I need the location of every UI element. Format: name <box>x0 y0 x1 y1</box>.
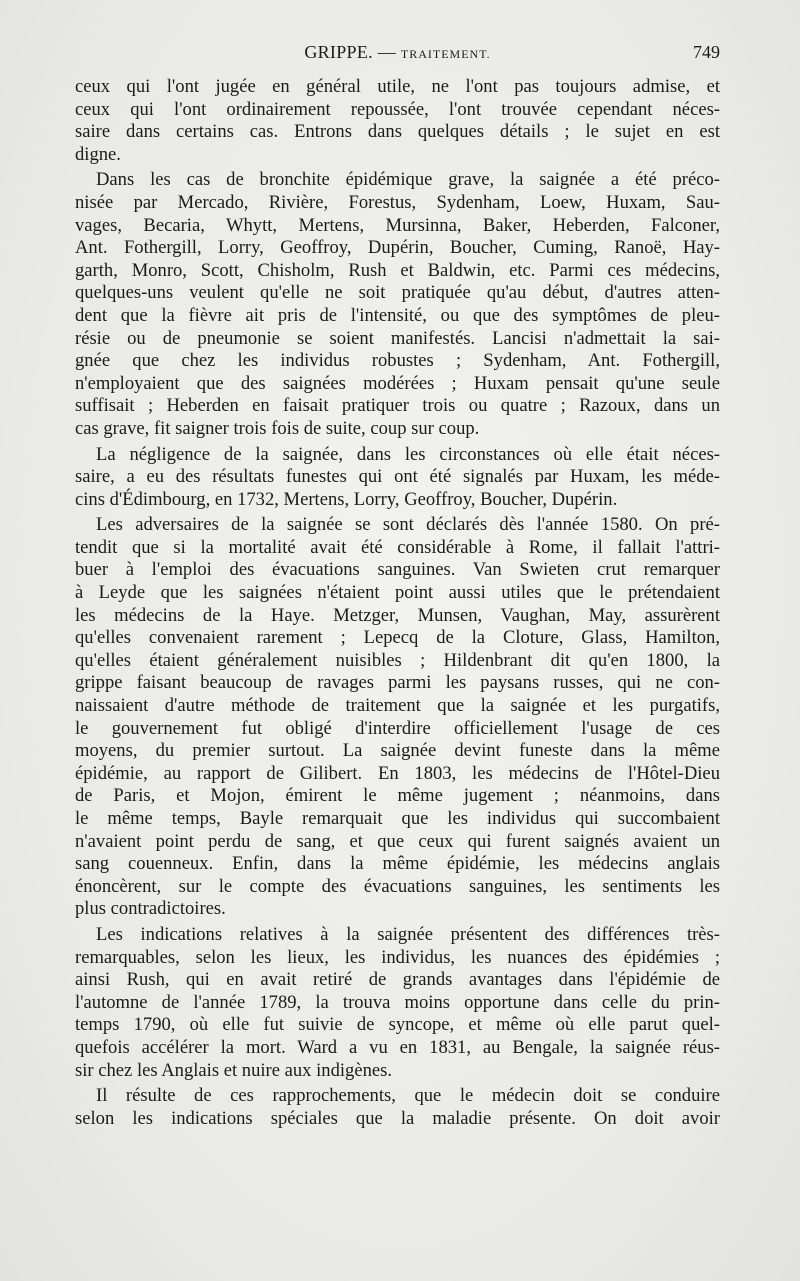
text-line: épidémie, au rapport de Gilibert. En 1803, les médecins de l'Hôtel-Dieu <box>75 762 720 784</box>
text-line: Les adversaires de la saignée se sont déclarés dès l'année 1580. On pré- <box>96 514 720 536</box>
running-title: GRIPPE. <box>304 42 373 62</box>
paragraph <box>75 514 720 921</box>
text-line: cas grave, fit saigner trois fois de suite, coup sur coup. <box>75 417 480 439</box>
body-text <box>75 76 720 1130</box>
text-line: l'automne de l'année 1789, la trouva moins opportune dans celle du prin- <box>75 991 720 1013</box>
text-line: gnée que chez les individus robustes ; Sydenham, Ant. Fothergill, <box>75 350 720 372</box>
text-line: n'avaient point perdu de sang, et que ceux qui furent saignés avaient un <box>75 830 720 852</box>
text-line: plus contradictoires. <box>75 898 226 920</box>
text-line: le gouvernement fut obligé d'interdire officiellement l'usage de ces <box>75 717 720 739</box>
text-line: buer à l'emploi des évacuations sanguines. Van Swieten crut remarquer <box>75 559 720 581</box>
text-line: n'employaient que des saignées modérées ; Huxam pensait qu'une seule <box>75 372 720 394</box>
text-line: saire dans certains cas. Entrons dans quelques détails ; le sujet en est <box>75 121 720 143</box>
section-title: TRAITEMENT. <box>400 47 491 61</box>
text-line: qu'elles étaient généralement nuisibles ; Hildenbrant dit qu'en 1800, la <box>75 649 720 671</box>
text-line: selon les indications spéciales que la maladie présente. On doit avoir <box>75 1107 720 1129</box>
text-line: énoncèrent, sur le compte des évacuations sanguines, les sentiments les <box>75 875 720 897</box>
text-line: à Leyde que les saignées n'étaient point aussi utiles que le prétendaient <box>75 582 720 604</box>
text-line: le même temps, Bayle remarquait que les individus qui succombaient <box>75 808 720 829</box>
text-line: sang couenneux. Enfin, dans la même épidémie, les médecins anglais <box>75 853 720 875</box>
text-line: Dans les cas de bronchite épidémique grave, la saignée a été préco- <box>96 169 720 191</box>
page-header <box>75 42 720 70</box>
text-line: naissaient d'autre méthode de traitement que la saignée et les purgatifs, <box>75 695 720 717</box>
text-line: Les indications relatives à la saignée présentent des différences très- <box>96 923 720 945</box>
text-line: tendit que si la mortalité avait été considérable à Rome, il fallait l'attri- <box>75 536 720 558</box>
text-line: grippe faisant beaucoup de ravages parmi les paysans russes, qui ne con- <box>75 672 720 694</box>
text-line: résie ou de pneumonie se soient manifestés. Lancisi n'admettait la sai- <box>75 327 720 349</box>
text-line: saire, a eu des résultats funestes qui ont été signalés par Huxam, les méde- <box>75 466 720 488</box>
paragraph <box>75 76 720 166</box>
text-line: nisée par Mercado, Rivière, Forestus, Sydenham, Loew, Huxam, Sau- <box>75 191 720 213</box>
text-line: La négligence de la saignée, dans les circonstances où elle était néces- <box>96 443 720 465</box>
text-line: cins d'Édimbourg, en 1732, Mertens, Lorry, Geoffroy, Boucher, Dupérin. <box>75 488 618 510</box>
text-line: de Paris, et Mojon, émirent le même jugement ; néanmoins, dans <box>75 785 720 807</box>
text-line: ceux qui l'ont jugée en général utile, ne l'ont pas toujours admise, et <box>75 76 720 97</box>
header-separator: — <box>377 42 397 62</box>
text-line: suffisait ; Heberden en faisait pratiquer trois ou quatre ; Razoux, dans un <box>75 395 720 417</box>
text-line: quelques-uns veulent qu'elle ne soit pratiquée qu'au début, d'autres atten- <box>75 282 720 304</box>
text-line: garth, Monro, Scott, Chisholm, Rush et Baldwin, etc. Parmi ces médecins, <box>75 259 720 281</box>
text-line: Il résulte de ces rapprochements, que le médecin doit se conduire <box>96 1085 720 1107</box>
text-line: Ant. Fothergill, Lorry, Geoffroy, Dupérin, Boucher, Cuming, Ranoë, Hay- <box>75 237 720 259</box>
paragraph <box>75 1085 720 1130</box>
paragraph <box>75 444 720 512</box>
page-number: 749 <box>693 42 720 62</box>
paragraph <box>75 924 720 1082</box>
text-line: remarquables, selon les lieux, les individus, les nuances des épidémies ; <box>75 946 720 968</box>
paragraph <box>75 169 720 440</box>
running-head <box>75 42 720 63</box>
text-line: digne. <box>75 143 121 165</box>
text-line: ainsi Rush, qui en avait retiré de grands avantages dans l'épidémie de <box>75 969 720 991</box>
text-line: les médecins de la Haye. Metzger, Munsen, Vaughan, May, assurèrent <box>75 604 720 626</box>
text-line: sir chez les Anglais et nuire aux indigènes. <box>75 1059 393 1081</box>
text-line: dent que la fièvre ait pris de l'intensité, ou que des symptômes de pleu- <box>75 304 720 326</box>
text-line: vages, Becaria, Whytt, Mertens, Mursinna, Baker, Heberden, Falconer, <box>75 214 720 236</box>
text-line: ceux qui l'ont ordinairement repoussée, l'ont trouvée cependant néces- <box>75 98 720 120</box>
text-line: moyens, du premier surtout. La saignée devint funeste dans la même <box>75 740 720 762</box>
text-line: temps 1790, où elle fut suivie de syncope, et même où elle parut quel- <box>75 1014 720 1036</box>
text-line: quefois accélérer la mort. Ward a vu en 1831, au Bengale, la saignée réus- <box>75 1036 720 1058</box>
text-line: qu'elles convenaient rarement ; Lepecq de la Cloture, Glass, Hamilton, <box>75 627 720 649</box>
